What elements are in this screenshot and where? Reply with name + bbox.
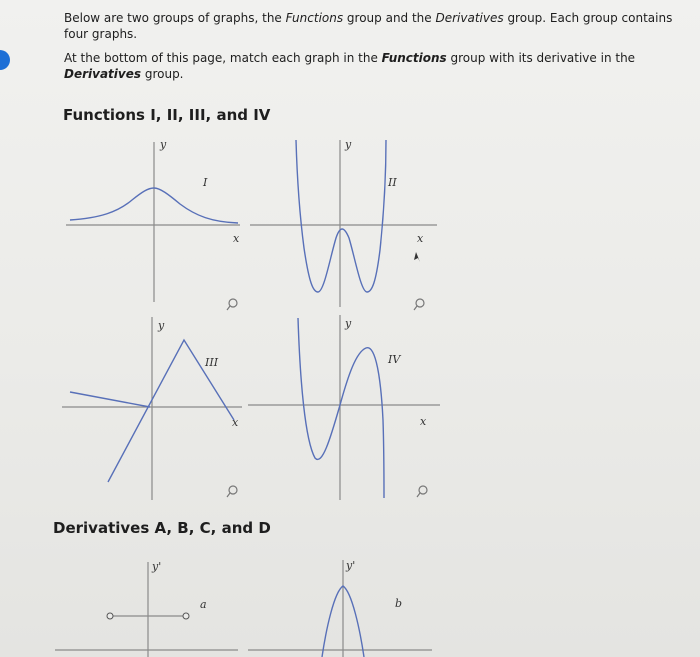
graph-B[interactable]: [248, 559, 432, 657]
graph-II-label: II: [388, 176, 397, 189]
magnifier-icon[interactable]: [417, 486, 427, 497]
magnifier-icon[interactable]: [227, 486, 237, 497]
magnifier-icon[interactable]: [414, 299, 424, 310]
graph-II[interactable]: [250, 138, 437, 310]
graph-IV-label: IV: [388, 353, 401, 366]
graph-B-label: b: [395, 597, 403, 610]
graph-II-x-label: x: [417, 232, 424, 245]
graph-IV-curve: [298, 318, 384, 498]
graph-A-y-label: y': [152, 560, 162, 573]
functions-heading: Functions I, II, III, and IV: [63, 106, 271, 124]
graph-IV[interactable]: [248, 315, 440, 500]
derivatives-heading: Derivatives A, B, C, and D: [53, 519, 271, 537]
graph-IV-x-label: x: [420, 415, 427, 428]
graph-II-curve: [296, 140, 386, 292]
graph-III-segment-left: [70, 392, 150, 407]
graph-I-label: I: [203, 176, 208, 189]
graph-III-label: III: [205, 356, 219, 369]
intro-paragraph-1: Below are two groups of graphs, the Functions group and the Derivatives group. Each group contains four graphs.: [64, 11, 673, 41]
graph-III[interactable]: [62, 317, 242, 500]
graph-III-y-label: y: [158, 319, 165, 332]
graph-A-open-point-right: [183, 613, 189, 619]
graph-B-y-label: y': [346, 559, 356, 572]
graph-I-y-label: y: [160, 138, 167, 151]
graph-I[interactable]: [66, 138, 240, 310]
graph-II-y-label: y: [345, 138, 352, 151]
intro-paragraph-2: At the bottom of this page, match each graph in the Functions group with its derivative in the Derivatives group.: [64, 51, 636, 81]
graph-A[interactable]: [55, 560, 238, 657]
graph-IV-y-label: y: [345, 317, 352, 330]
magnifier-icon[interactable]: [227, 299, 237, 310]
cursor-icon: [414, 252, 420, 262]
graph-III-x-label: x: [232, 416, 239, 429]
graph-I-x-label: x: [233, 232, 240, 245]
graph-A-label: a: [200, 598, 207, 611]
graph-A-open-point-left: [107, 613, 113, 619]
